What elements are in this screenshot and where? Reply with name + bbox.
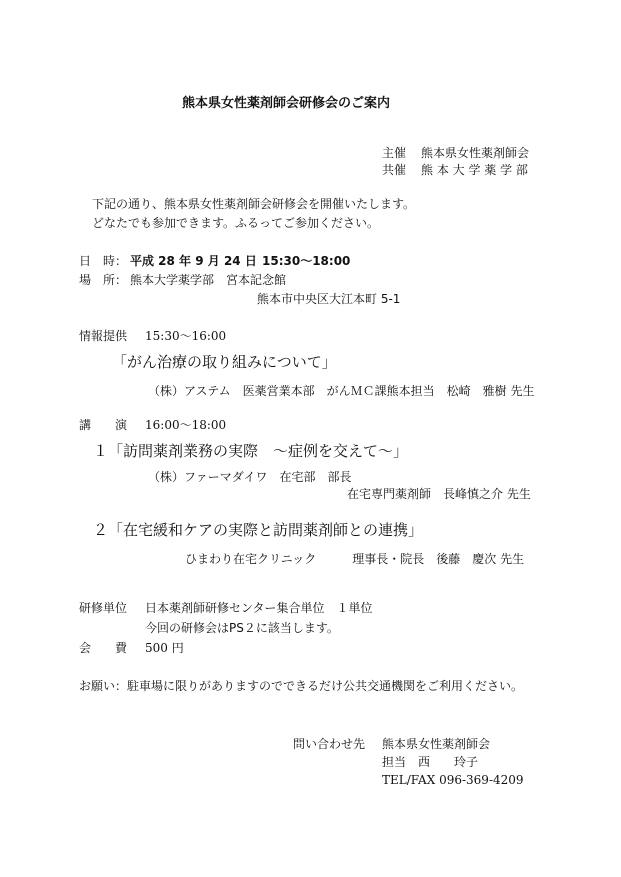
venue-name: 熊本大学薬学部 宮本記念館 [130,273,287,287]
contact-org: 熊本県女性薬剤師会 [382,737,491,751]
contact-person: 担当 西 玲子 [382,755,479,769]
lecture-speaker: 在宅専門薬剤師 長峰慎之介 先生 [347,487,531,501]
lecture-time: 16:00～18:00 [145,418,227,432]
cohost-label: 共催 [382,163,407,177]
lecture-label: 講 演 [79,418,128,432]
event-time: 15:30～18:00 [262,254,351,268]
document-title: 熊本県女性薬剤師会研修会のご案内 [182,96,391,111]
contact-phone: TEL/FAX 096-369-4209 [382,773,524,787]
event-date: 平成 28 年 9 月 24 日 [130,254,257,268]
host-name: 熊本県女性薬剤師会 [421,146,530,160]
fee-value: 500 円 [145,641,184,655]
request-note: お願い：駐車場に限りがありますのでできるだけ公共交通機関をご利用ください。 [79,679,524,693]
host-label: 主催 [382,146,407,160]
credits-note: 今回の研修会はPS２に該当します。 [145,621,339,635]
info-time: 15:30～16:00 [145,329,227,343]
info-label: 情報提供 [79,329,128,343]
cohost-name: 熊 本 大 学 薬 学 部 [421,163,528,177]
datetime-label: 日 時： [79,254,128,268]
venue-address: 熊本市中央区大江本町 5-1 [257,292,401,306]
credits-value: 日本薬剤師研修センター集合単位 １単位 [145,601,373,615]
info-speaker: （株）アステム 医薬営業本部 がんＭＣ課熊本担当 松崎 雅樹 先生 [148,384,535,398]
intro-line: どなたでも参加できます。ふるってご参加ください。 [92,216,380,230]
lecture-title: ２「在宅緩和ケアの実際と訪問薬剤師との連携」 [93,521,424,539]
fee-label: 会 費 [79,641,128,655]
intro-line: 下記の通り、熊本県女性薬剤師会研修会を開催いたします。 [92,197,416,211]
lecture-speaker: ひまわり在宅クリニック 理事長・院長 後藤 慶次 先生 [185,552,525,566]
lecture-affiliation: （株）ファーマダイワ 在宅部 部長 [148,470,352,484]
info-topic: 「がん治療の取り組みについて」 [112,353,337,371]
contact-label: 問い合わせ先 [293,737,366,751]
lecture-title: １「訪問薬剤業務の実際 ～症例を交えて～」 [93,442,409,460]
venue-label: 場 所： [79,273,128,287]
credits-label: 研修単位 [79,601,128,615]
